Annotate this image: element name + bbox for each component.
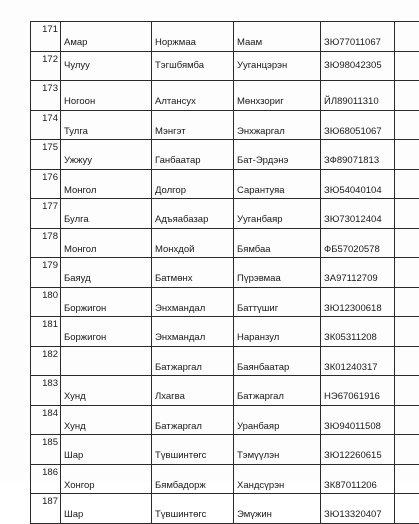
clan-name-cell: Ужжуу <box>61 140 152 170</box>
given-name-cell: Мөнхзориг <box>234 81 321 111</box>
given-name-cell: Маам <box>234 22 321 52</box>
empty-cell <box>395 199 419 229</box>
clan-name-cell: Монгол <box>61 169 152 199</box>
given-name-cell: Пүрэвмаа <box>234 258 321 288</box>
clan-name-cell: Тулга <box>61 110 152 140</box>
table-row <box>31 81 419 111</box>
empty-cell <box>395 169 419 199</box>
clan-name-cell: Боржигон <box>61 317 152 347</box>
row-number-cell: 186 <box>31 464 61 494</box>
row-number-cell: 178 <box>31 228 61 258</box>
empty-cell <box>395 317 419 347</box>
registration-number-cell: ЙЛ89011310 <box>321 81 395 111</box>
table-row <box>31 435 419 465</box>
table-row <box>31 228 419 258</box>
row-number-cell: 175 <box>31 140 61 170</box>
table-row <box>31 405 419 435</box>
empty-cell <box>395 376 419 406</box>
empty-cell <box>395 405 419 435</box>
row-number-cell: 181 <box>31 317 61 347</box>
empty-cell <box>395 346 419 376</box>
table-row <box>31 110 419 140</box>
clan-name-cell: Боржигон <box>61 287 152 317</box>
clan-name-cell: Хунд <box>61 376 152 406</box>
empty-cell <box>395 140 419 170</box>
father-name-cell: Тэгшбямба <box>152 51 234 81</box>
given-name-cell: Эмүжин <box>234 494 321 524</box>
empty-cell <box>395 22 419 52</box>
empty-cell <box>395 287 419 317</box>
registration-number-cell: ФБ57020578 <box>321 228 395 258</box>
table-row <box>31 199 419 229</box>
empty-cell <box>395 51 419 81</box>
registration-number-cell: ЗА97112709 <box>321 258 395 288</box>
father-name-cell: Долгор <box>152 169 234 199</box>
father-name-cell: Алтансух <box>152 81 234 111</box>
father-name-cell: Ганбаатар <box>152 140 234 170</box>
given-name-cell: Энхжаргал <box>234 110 321 140</box>
registration-number-cell: ЗЮ68051067 <box>321 110 395 140</box>
given-name-cell: Ууганбаяр <box>234 199 321 229</box>
father-name-cell: Лхагва <box>152 376 234 406</box>
registration-number-cell: ЗЮ12300618 <box>321 287 395 317</box>
row-number-cell: 185 <box>31 435 61 465</box>
registration-number-cell: ЗЮ13320407 <box>321 494 395 524</box>
clan-name-cell: Чулуу <box>61 51 152 81</box>
given-name-cell: Бат-Эрдэнэ <box>234 140 321 170</box>
clan-name-cell: Шар <box>61 494 152 524</box>
given-name-cell: Баттүшиг <box>234 287 321 317</box>
roster-table <box>30 21 419 524</box>
table-row <box>31 140 419 170</box>
empty-cell <box>395 258 419 288</box>
row-number-cell: 174 <box>31 110 61 140</box>
clan-name-cell: Хонгор <box>61 464 152 494</box>
table-row <box>31 317 419 347</box>
row-number-cell: 182 <box>31 346 61 376</box>
clan-name-cell: Баяуд <box>61 258 152 288</box>
row-number-cell: 171 <box>31 22 61 52</box>
father-name-cell: Бямбадорж <box>152 464 234 494</box>
clan-name-cell: Хунд <box>61 405 152 435</box>
given-name-cell: Баянбаатар <box>234 346 321 376</box>
roster-table-body <box>31 22 419 524</box>
father-name-cell: Батмөнх <box>152 258 234 288</box>
table-row <box>31 346 419 376</box>
empty-cell <box>395 228 419 258</box>
empty-cell <box>395 110 419 140</box>
registration-number-cell: ЗК87011206 <box>321 464 395 494</box>
empty-cell <box>395 435 419 465</box>
father-name-cell: Монхдой <box>152 228 234 258</box>
clan-name-cell: Амар <box>61 22 152 52</box>
empty-cell <box>395 81 419 111</box>
registration-number-cell: ЗК05311208 <box>321 317 395 347</box>
father-name-cell: Энхмандал <box>152 287 234 317</box>
row-number-cell: 179 <box>31 258 61 288</box>
clan-name-cell <box>61 346 152 376</box>
registration-number-cell: ЗЮ73012404 <box>321 199 395 229</box>
registration-number-cell: ЗЮ94011508 <box>321 405 395 435</box>
clan-name-cell: Монгол <box>61 228 152 258</box>
table-row <box>31 464 419 494</box>
registration-number-cell: ЗЮ12260615 <box>321 435 395 465</box>
father-name-cell: Батжаргал <box>152 346 234 376</box>
father-name-cell: Энхмандал <box>152 317 234 347</box>
given-name-cell: Батжаргал <box>234 376 321 406</box>
table-row <box>31 376 419 406</box>
table-row <box>31 258 419 288</box>
row-number-cell: 173 <box>31 81 61 111</box>
given-name-cell: Бямбаа <box>234 228 321 258</box>
table-row <box>31 51 419 81</box>
table-row <box>31 494 419 524</box>
clan-name-cell: Ногоон <box>61 81 152 111</box>
clan-name-cell: Шар <box>61 435 152 465</box>
father-name-cell: Түвшинтөгс <box>152 435 234 465</box>
empty-cell <box>395 464 419 494</box>
row-number-cell: 180 <box>31 287 61 317</box>
father-name-cell: Мэнгэт <box>152 110 234 140</box>
registration-number-cell: ЗЮ54040104 <box>321 169 395 199</box>
father-name-cell: Адъяабазар <box>152 199 234 229</box>
father-name-cell: Норжмаа <box>152 22 234 52</box>
table-row <box>31 22 419 52</box>
registration-number-cell: ЗЮ98042305 <box>321 51 395 81</box>
father-name-cell: Түвшинтөгс <box>152 494 234 524</box>
row-number-cell: 177 <box>31 199 61 229</box>
given-name-cell: Ууганцэрэн <box>234 51 321 81</box>
registration-number-cell: ЗФ89071813 <box>321 140 395 170</box>
registration-number-cell: НЭ67061916 <box>321 376 395 406</box>
given-name-cell: Наранзул <box>234 317 321 347</box>
table-row <box>31 287 419 317</box>
row-number-cell: 172 <box>31 51 61 81</box>
clan-name-cell: Булга <box>61 199 152 229</box>
registration-number-cell: ЗЮ77011067 <box>321 22 395 52</box>
given-name-cell: Хандсүрэн <box>234 464 321 494</box>
registration-number-cell: ЗК01240317 <box>321 346 395 376</box>
row-number-cell: 184 <box>31 405 61 435</box>
row-number-cell: 187 <box>31 494 61 524</box>
empty-cell <box>395 494 419 524</box>
row-number-cell: 183 <box>31 376 61 406</box>
father-name-cell: Батжаргал <box>152 405 234 435</box>
given-name-cell: Тэмүүлэн <box>234 435 321 465</box>
given-name-cell: Уранбаяр <box>234 405 321 435</box>
given-name-cell: Сарантуяа <box>234 169 321 199</box>
row-number-cell: 176 <box>31 169 61 199</box>
table-row <box>31 169 419 199</box>
